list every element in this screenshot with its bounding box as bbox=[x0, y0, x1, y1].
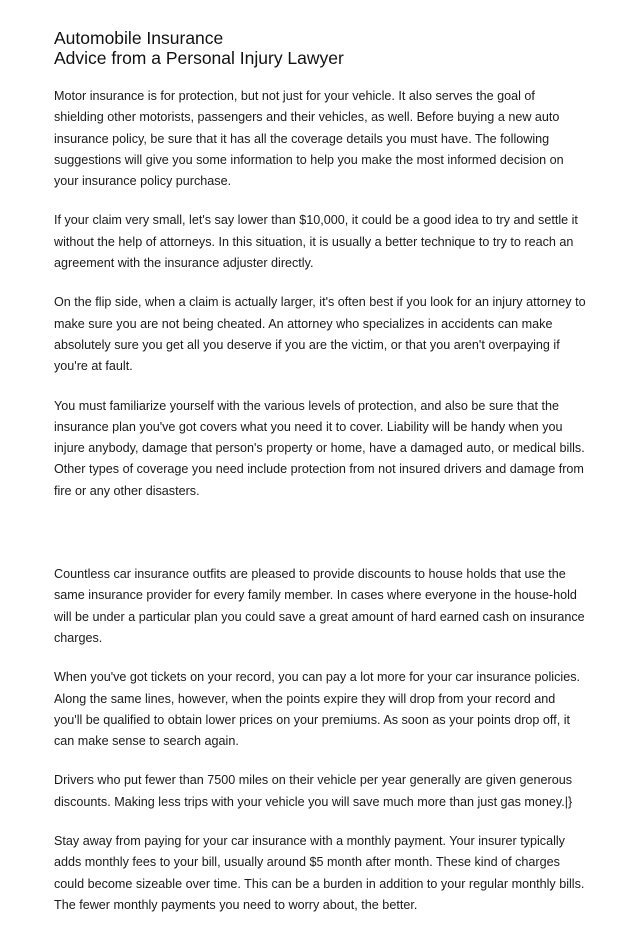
paragraph-6: When you've got tickets on your record, you can pay a lot more for your car insurance policies. Along the same lines, however, when the points expire they will drop from your record and you'll be qualified to obtain lower prices on your premiums. As soon as your points drop off, it can make sense to search again. bbox=[54, 670, 580, 749]
paragraph-7: Drivers who put fewer than 7500 miles on their vehicle per year generally are given generous discounts. Making less trips with your vehicle you will save much more than just gas money.|} bbox=[54, 773, 573, 809]
paragraph-8: Stay away from paying for your car insurance with a monthly payment. Your insurer typically adds monthly fees to your bill, usually around $5 month after month. These kind of charges could become sizeable over time. This can be a burden in addition to your regular monthly bills. The fewer monthly payments you need to worry about, the better. bbox=[54, 834, 585, 912]
title-line-1: Automobile Insurance bbox=[54, 28, 224, 48]
paragraph-4: You must familiarize yourself with the various levels of protection, and also be sure that the insurance plan you've got covers what you need it to cover. Liability will be handy when you injure anybody, damage that person's property or home, have a damaged auto, or medical bills. Other types of coverage you need include protection from not insured drivers and damage from fire or any other disasters. bbox=[54, 398, 585, 498]
document-page bbox=[54, 28, 586, 934]
paragraph-2: If your claim very small, let's say lower than $10,000, it could be a good idea to try and settle it without the help of attorneys. In this situation, it is usually a better technique to try to reach an agreement with the insurance adjuster directly. bbox=[54, 213, 578, 271]
document-title bbox=[54, 28, 586, 68]
paragraph-5: Countless car insurance outfits are pleased to provide discounts to house holds that use the same insurance provider for every family member. In cases where everyone in the house-hold will be under a particular plan you could save a great amount of hard earned cash on insurance charges. bbox=[54, 567, 585, 645]
paragraph-1: Motor insurance is for protection, but not just for your vehicle. It also serves the goal of shielding other motorists, passengers and their vehicles, as well. Before buying a new auto insurance policy, be sure that it has all the coverage details you must have. The following suggestions will give you some information to help you make the most informed decision on your insurance policy purchase. bbox=[54, 89, 564, 189]
title-line-2: Advice from a Personal Injury Lawyer bbox=[54, 48, 344, 68]
section-spacer bbox=[54, 520, 586, 564]
paragraph-3: On the flip side, when a claim is actually larger, it's often best if you look for an injury attorney to make sure you are not being cheated. An attorney who specializes in accidents can make absolutely sure you get all you deserve if you are the victim, or that you aren't overpaying if you're at fault. bbox=[54, 295, 586, 374]
